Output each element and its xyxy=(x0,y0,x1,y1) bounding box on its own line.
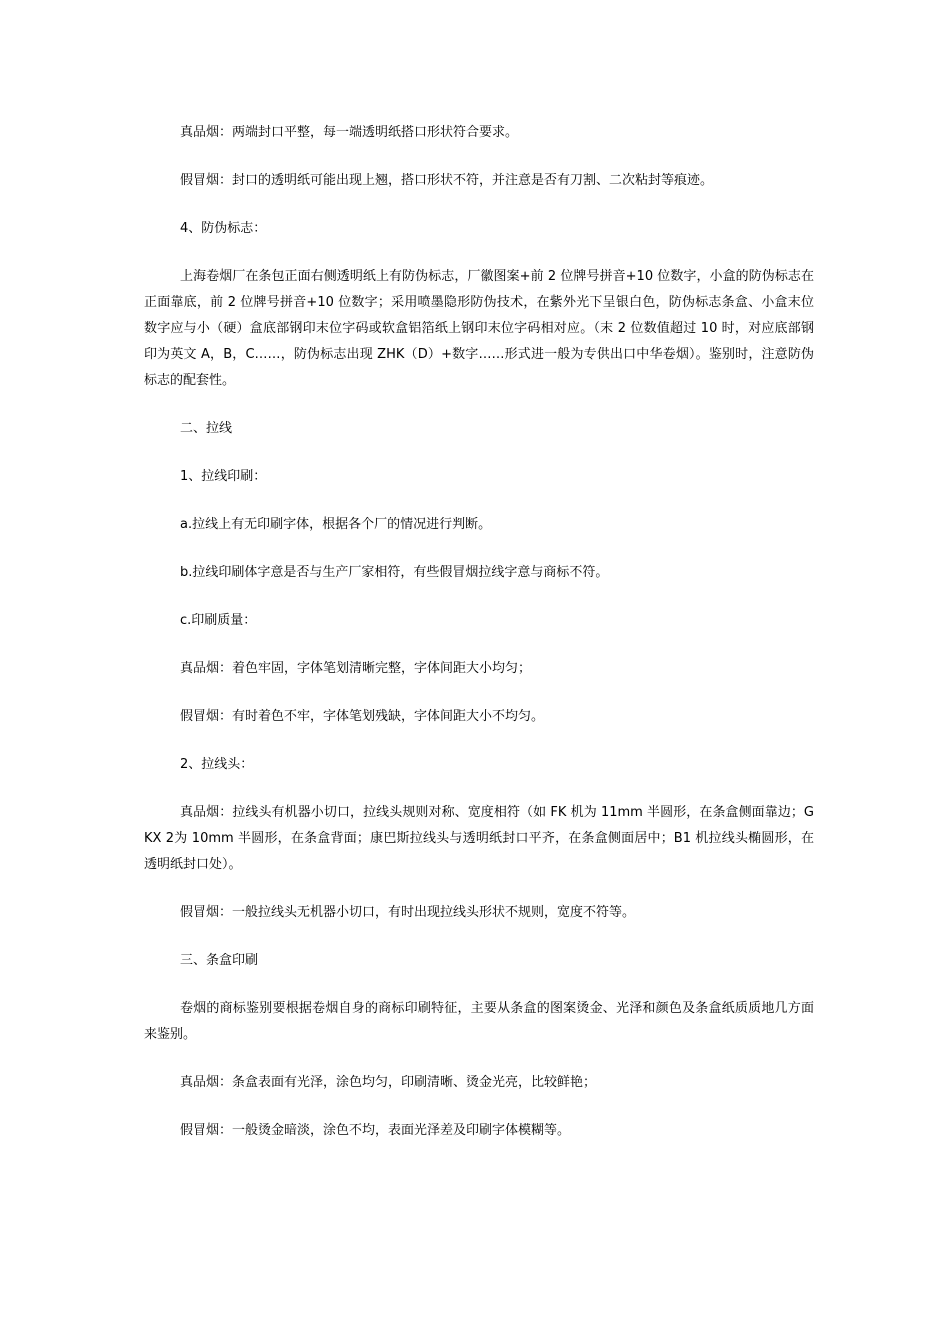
paragraph: b.拉线印刷体字意是否与生产厂家相符，有些假冒烟拉线字意与商标不符。 xyxy=(180,565,609,580)
paragraph: 假冒烟：有时着色不牢，字体笔划残缺，字体间距大小不均匀。 xyxy=(180,709,545,724)
paragraph: 真品烟：拉线头有机器小切口，拉线头规则对称、宽度相符（如 FK 机为 11mm 半圆形，在条盒侧面靠边；GKX 2为 10mm 半圆形，在条盒背面；康巴斯拉线头与透明纸封口平齐，在条盒侧面居中；B1 机拉线头椭圆形，在透明纸封口处）。 xyxy=(144,805,814,872)
paragraph: 真品烟：两端封口平整，每一端透明纸搭口形状符合要求。 xyxy=(180,125,519,140)
paragraph: 卷烟的商标鉴别要根据卷烟自身的商标印刷特征，主要从条盒的图案烫金、光泽和颜色及条盒纸质质地几方面来鉴别。 xyxy=(144,1001,814,1042)
paragraph: 上海卷烟厂在条包正面右侧透明纸上有防伪标志，厂徽图案+前 2 位牌号拼音+10 位数字，小盒的防伪标志在正面靠底，前 2 位牌号拼音+10 位数字；采用喷墨隐形防伪技术，在紫外光下呈银白色，防伪标志条盒、小盒末位数字应与小（硬）盒底部钢印末位字码或软盒铝箔纸上钢印末位字码相对应。（末 2 位数值超过 10 时，对应底部钢印为英文 A，B，C……，防伪标志出现 ZHK（D）+数字……形式进一般为专供出口中华卷烟）。鉴别时，注意防伪标志的配套性。 xyxy=(144,269,814,388)
section-heading: 2、拉线头： xyxy=(180,757,254,772)
section-heading: 4、防伪标志： xyxy=(180,221,267,236)
section-heading: 三、条盒印刷 xyxy=(180,953,259,968)
paragraph: a.拉线上有无印刷字体，根据各个厂的情况进行判断。 xyxy=(180,517,492,532)
section-heading: 1、拉线印刷： xyxy=(180,469,267,484)
paragraph: 真品烟：着色牢固，字体笔划清晰完整，字体间距大小均匀； xyxy=(180,661,532,676)
paragraph: 假冒烟：一般拉线头无机器小切口，有时出现拉线头形状不规则，宽度不符等。 xyxy=(180,905,636,920)
paragraph: 假冒烟：封口的透明纸可能出现上翘，搭口形状不符，并注意是否有刀割、二次粘封等痕迹。 xyxy=(180,173,714,188)
paragraph: 假冒烟：一般烫金暗淡，涂色不均，表面光泽差及印刷字体模糊等。 xyxy=(180,1123,571,1138)
section-heading: 二、拉线 xyxy=(180,421,233,436)
document-body xyxy=(144,120,814,1166)
paragraph: 真品烟：条盒表面有光泽，涂色均匀，印刷清晰、烫金光亮，比较鲜艳； xyxy=(180,1075,597,1090)
paragraph: c.印刷质量： xyxy=(180,613,257,628)
